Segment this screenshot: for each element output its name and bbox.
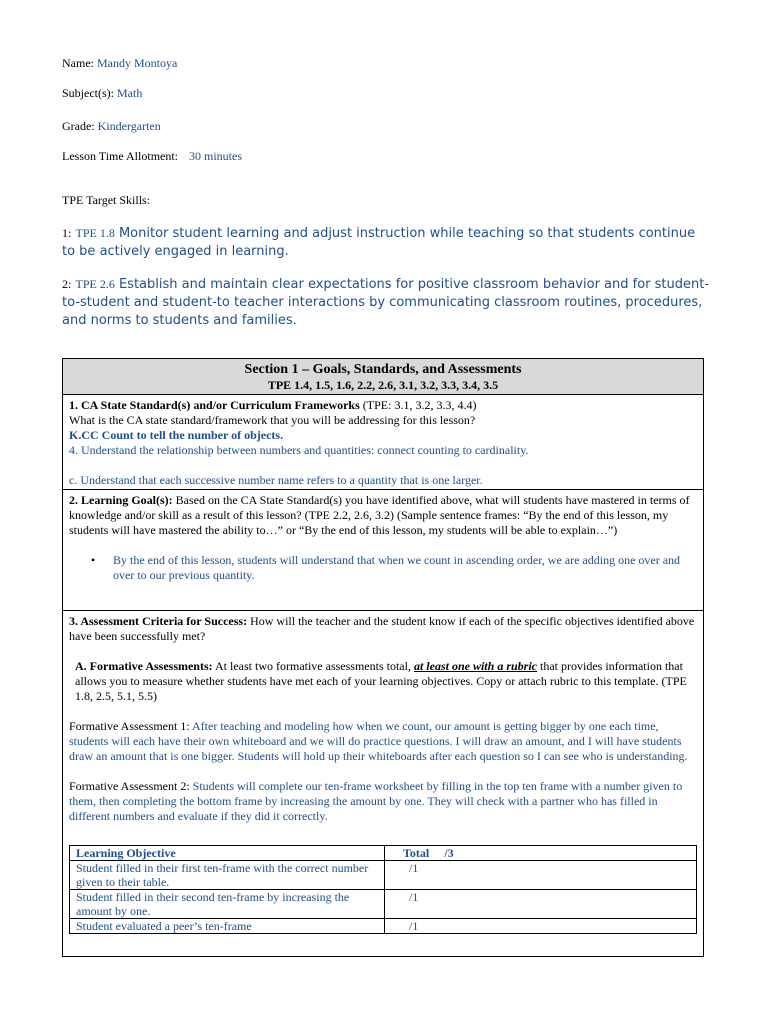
rubric-col-total: Total /3 xyxy=(385,846,697,861)
learning-goal-item: • By the end of this lesson, students will understand that when we count in ascending order, we are adding one over and over to our previous quantity. xyxy=(69,553,697,583)
standard-item-4: 4. Understand the relationship between numbers and quantities: connect counting to cardinality. xyxy=(69,443,529,457)
learning-goals-cell xyxy=(63,490,703,611)
standards-heading: 1. CA State Standard(s) and/or Curriculum Frameworks xyxy=(69,398,360,412)
assessment-heading: 3. Assessment Criteria for Success: xyxy=(69,614,248,628)
assessment-cell xyxy=(63,611,703,956)
section-header xyxy=(63,359,703,395)
standards-question: What is the CA state standard/framework that you will be addressing for this lesson? xyxy=(69,413,476,427)
table-row xyxy=(70,861,697,890)
section-table xyxy=(62,358,704,957)
tpe-skill-code: TPE 2.6 xyxy=(75,277,115,291)
tpe-skills-label: TPE Target Skills: xyxy=(62,193,151,207)
table-row xyxy=(70,890,697,919)
formative-emphasis: at least one with a rubric xyxy=(413,659,537,673)
rubric-score: /1 xyxy=(385,890,697,919)
rubric-table xyxy=(69,845,697,934)
rubric-col-objective: Learning Objective xyxy=(70,846,385,861)
formative-pre: At least two formative assessments total, xyxy=(215,659,411,673)
tpe-skill-number: 2: xyxy=(62,277,72,291)
time-label: Lesson Time Allotment: xyxy=(62,149,179,163)
time-value: 30 minutes xyxy=(189,149,243,163)
grade-field xyxy=(62,119,161,134)
table-row xyxy=(70,919,697,934)
rubric-objective: Student filled in their first ten-frame with the correct number given to their table. xyxy=(70,861,385,890)
formative-heading: A. Formative Assessments: xyxy=(75,659,213,673)
subject-value: Math xyxy=(117,86,143,100)
rubric-score: /1 xyxy=(385,919,697,934)
name-value: Mandy Montoya xyxy=(97,56,178,70)
subject-label: Subject(s): xyxy=(62,86,114,100)
section-title: Section 1 – Goals, Standards, and Assessments xyxy=(244,362,522,377)
time-field xyxy=(62,149,242,164)
assessment-prompt: How will the teacher and the student know if each of the specific objectives identified above have been successfully met? xyxy=(69,614,695,643)
section-tpe-list: TPE 1.4, 1.5, 1.6, 2.2, 2.6, 3.1, 3.2, 3.3, 3.4, 3.5 xyxy=(267,378,499,392)
standard-code: K.CC Count to tell the number of objects. xyxy=(69,428,284,442)
tpe-skill-text: Establish and maintain clear expectations for positive classroom behavior and for student-to-student and student-to teacher interactions by communicating classroom routines, procedures, and norms to students and families. xyxy=(62,277,710,328)
fa2-text: Students will complete our ten-frame worksheet by filling in the top ten frame with a number given to them, then completing the bottom frame by increasing the amount by one. They will check with a partner who has filled in different numbers and evaluate if they did it correctly. xyxy=(69,779,683,823)
rubric-objective: Student filled in their second ten-frame by increasing the amount by one. xyxy=(70,890,385,919)
standards-cell xyxy=(63,395,703,490)
learning-goals-prompt: Based on the CA State Standard(s) you have identified above, what will students have mastered in terms of knowledge and/or skill as a result of this lesson? (TPE 2.2, 2.6, 3.2) (Sample sentence frames: “By the end of this lesson, my students will have mastered the ability to…” or “By the end of this lesson, my students will be able to explain…”) xyxy=(69,493,690,537)
formative-assessment-1 xyxy=(69,719,697,764)
tpe-skill-code: TPE 1.8 xyxy=(75,226,115,240)
formative-assessment-2 xyxy=(69,779,697,824)
assessment-prompt-line xyxy=(69,614,697,644)
standard-item-c: c. Understand that each successive number name refers to a quantity that is one larger. xyxy=(69,473,483,487)
fa1-label: Formative Assessment 1: xyxy=(69,719,190,733)
fa2-label: Formative Assessment 2: xyxy=(69,779,190,793)
name-field xyxy=(62,56,177,71)
fa1-text: After teaching and modeling how when we count, our amount is getting bigger by one each time, students will each have their own whiteboard and we will do practice questions. I will draw an amount, and I will have students draw an amount that is one bigger. Students will hold up their whiteboards after each question so I can see who is understanding. xyxy=(69,719,688,763)
tpe-skill-text: Monitor student learning and adjust instruction while teaching so that students continue to be actively engaged in learning. xyxy=(62,226,696,259)
tpe-skill-1 xyxy=(62,224,712,261)
standards-heading-line xyxy=(69,398,697,413)
rubric-objective: Student evaluated a peer’s ten-frame xyxy=(70,919,385,934)
name-label: Name: xyxy=(62,56,94,70)
learning-goals-heading: 2. Learning Goal(s): xyxy=(69,493,173,507)
tpe-skill-number: 1: xyxy=(62,226,72,240)
grade-label: Grade: xyxy=(62,119,95,133)
learning-goals-prompt-line xyxy=(69,493,697,538)
tpe-skill-2 xyxy=(62,275,712,330)
rubric-header-row xyxy=(70,846,697,861)
formative-paragraph xyxy=(69,659,697,704)
standards-tpe: (TPE: 3.1, 3.2, 3.3, 4.4) xyxy=(362,398,477,412)
grade-value: Kindergarten xyxy=(97,119,161,133)
subject-field xyxy=(62,86,142,101)
formative-post: that provides information that allows you to measure whether students have met each of your learning objectives. Copy or attach rubric to this template. (TPE 1.8, 2.5, 5.1, 5.5) xyxy=(75,659,687,703)
learning-goals-list xyxy=(69,553,697,583)
rubric-score: /1 xyxy=(385,861,697,890)
